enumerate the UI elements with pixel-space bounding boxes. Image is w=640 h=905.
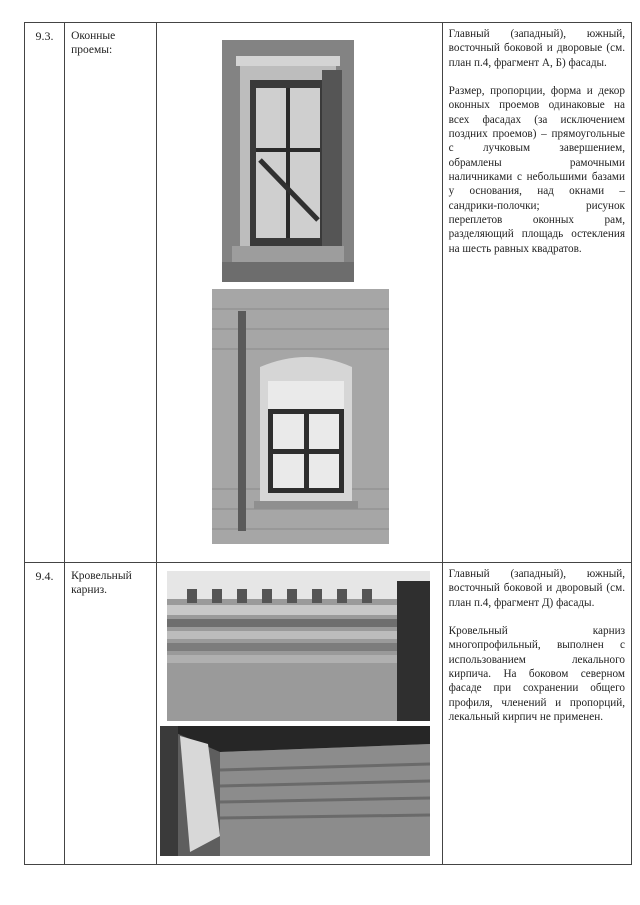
photo-cell	[157, 23, 442, 563]
cornice-photo-2	[160, 726, 430, 856]
facades-note: Главный (западный), южный, восточный боковой и дворовый (см. план п.4, фрагмент Д) фасады.	[448, 568, 625, 609]
row-number: 9.3.	[25, 23, 65, 563]
table-row	[25, 23, 632, 563]
cornice-photo-1	[167, 571, 430, 721]
window-photo-1	[222, 40, 354, 282]
heritage-features-table	[24, 22, 632, 865]
window-photo-2	[212, 289, 389, 544]
row-number: 9.4.	[25, 563, 65, 865]
table-row	[25, 563, 632, 865]
photo-cell	[157, 563, 442, 865]
feature-name: Оконные проемы:	[65, 23, 157, 563]
facades-note: Главный (западный), южный, восточный боковой и дворовые (см. план п.4, фрагмент А, Б) фасады.	[448, 28, 625, 69]
feature-details: Размер, пропорции, форма и декор оконных проемов одинаковые на всех фасадах (за исключением поздних проемов) – прямоугольные с лучковым завершением, обрамлены рамочными наличниками с небольшими базами у основания, над окнами – сандрики-полочки; рисунок переплетов оконных рам, разделяющий площадь остекления на шесть равных квадратов.	[448, 84, 625, 255]
feature-details: Кровельный карниз многопрофильный, выполнен с использованием лекального кирпича. На боковом северном фасаде при сохранении общего профиля, членений и пропорций, лекальный кирпич не применен.	[448, 624, 625, 723]
feature-description	[442, 23, 631, 563]
feature-description	[442, 563, 631, 865]
feature-name: Кровельный карниз.	[65, 563, 157, 865]
